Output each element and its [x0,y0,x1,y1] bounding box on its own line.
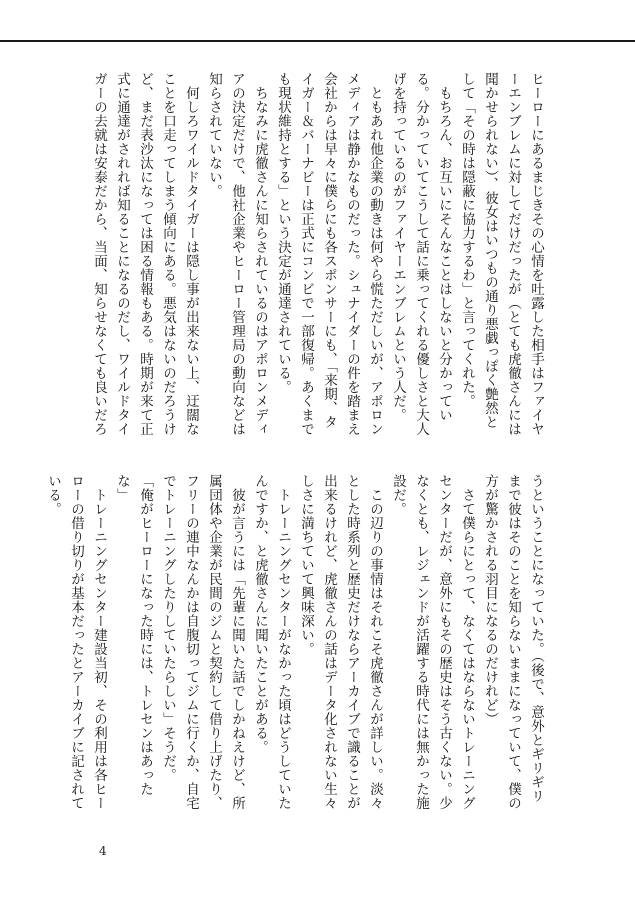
top-rule [0,40,635,42]
paragraph: ともあれ他企業の動きは何やら慌ただしいが、アポロンメディアは静かなものだった。シュナイダーの件を踏まえ会社からは早々に僕らにも各スポンサーにも、「来期、タイガー＆バーナビーは正式にコンビで一部復帰。あくまでも現状維持とする」という決定が通達されている。 [275,72,383,436]
paragraph: トレーニングセンター建設当初、その利用は各ヒーローの借り切りが基本だったとアーカイブに記されている。 [45,474,107,810]
text-block-upper [77,72,547,442]
paragraph: 何しろワイルドタイガーは隠し事が出来ない上、迂闊なことを口走ってしまう傾向にある。悪気はないのだろうけど、まだ表沙汰になっては困る情報もある。時期が来て正式に通達がされれば知ることになるのだし、ワイルドタイガーの去就は安泰だから、当面、知らせなくても良いだろ [91,72,199,436]
paragraph: トレーニングセンターがなかった頃はどうしていたんですか、と虎徹さんに聞いたことがある。 [252,474,291,810]
paragraph: うということになっていた。（後で、意外とギリギリまで彼はそのことを知らないままになっていて、僕の方が驚かされる羽目になるのだけれど） [482,474,544,810]
paragraph: 「俺がヒーローになった時には、トレセンはあったな」 [114,474,153,796]
paragraph: この辺りの事情はそれこそ虎徹さんが詳しい。淡々とした時系列と歴史だけならアーカイブで識ることが出来るけれど、虎徹さんの話はデータ化されない生々しさに満ちていて興味深い。 [298,474,383,810]
page-number: 4 [99,844,107,858]
paragraph: さて僕らにとって、なくてはならないトレーニングセンターだが、意外にもその歴史はそう古くない。少なくとも、レジェンドが活躍する時代には無かった施設だ。 [390,474,475,810]
paragraph: もちろん、お互いにそんなことはしないと分かっている。分かっていてこうして話に乗ってくれる優しさと大人げを持っているのがファイヤーエンブレムという人だ。 [390,72,452,436]
paragraph: ヒーローにあるまじきその心情を吐露した相手はファイヤーエンブレムに対してだけだったが（とても虎徹さんには聞かせられない）、彼女はいつもの通り悪戯っぽく艶然として「その時は隠蔽に協力するわ」と言ってくれた。 [459,72,544,436]
text-block-lower [45,474,547,814]
paragraph: 彼が言うには「先輩に聞いた話でしかねえけど、所属団体や企業が民間のジムと契約して借り上げたり、フリーの連中なんかは自腹切ってジムに行くか、自宅でトレーニングしたりしていたらしい」そうだ。 [160,474,245,810]
paragraph: ちなみに虎徹さんに知らされているのはアポロンメディアの決定だけで、他社企業やヒーロー管理局の動向などは知らされていない。 [206,72,268,436]
